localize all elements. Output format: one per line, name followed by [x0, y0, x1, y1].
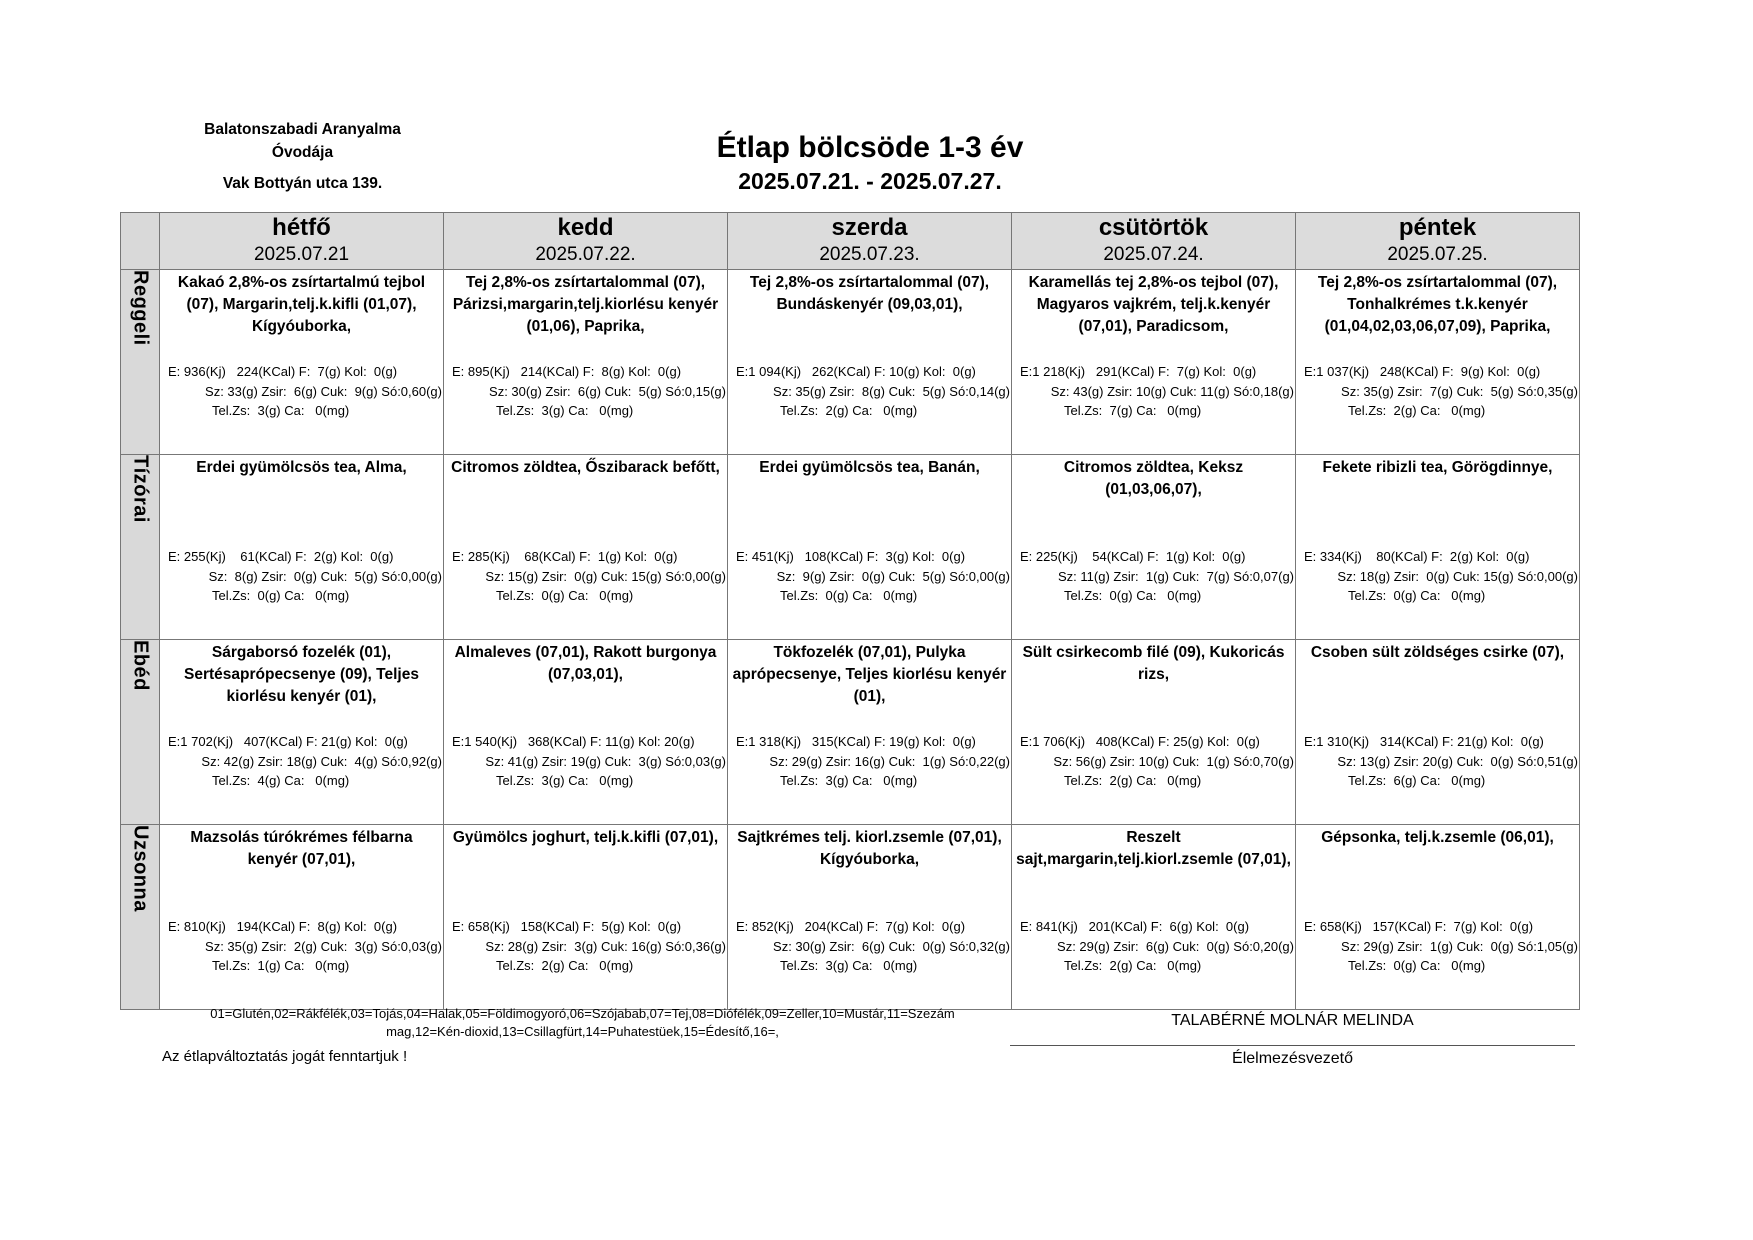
nutrition-info: [1012, 547, 1295, 606]
nutrition-info: [160, 362, 443, 421]
menu-cell: [444, 825, 728, 1010]
dish-text: Csoben sült zöldséges csirke (07),: [1310, 644, 1565, 661]
nutrition-line-fat-calcium: Tel.Zs: 6(g) Ca: 0(mg): [1348, 773, 1486, 788]
corner-cell: [121, 213, 160, 270]
menu-cell-inner: [1012, 640, 1295, 824]
nutrition-info: [728, 362, 1011, 421]
nutrition-line-fat-calcium: Tel.Zs: 0(g) Ca: 0(mg): [212, 588, 350, 603]
dish-text: Tej 2,8%-os zsírtartalommal (07), Párizsi,margarin,telj.kiorlésu kenyér (01,06), Paprika,: [452, 274, 719, 335]
day-date: 2025.07.25.: [1387, 244, 1488, 265]
dish-text: Mazsolás túrókrémes félbarna kenyér (07,01),: [190, 829, 413, 868]
signer-name: TALABÉRNÉ MOLNÁR MELINDA: [1171, 1012, 1414, 1029]
nutrition-line-fat-calcium: Tel.Zs: 3(g) Ca: 0(mg): [496, 403, 634, 418]
day-header-4: [1296, 213, 1580, 270]
menu-cell: [160, 270, 444, 455]
menu-cell-inner: [1012, 455, 1295, 639]
nutrition-line-macros: Sz: 8(g) Zsir: 0(g) Cuk: 5(g) Só:0,00(g): [208, 568, 442, 584]
meal-label: Tízórai: [129, 455, 152, 523]
meal-label: Reggeli: [129, 270, 152, 346]
day-name: kedd: [557, 214, 614, 241]
nutrition-info: [444, 547, 727, 606]
day-name: csütörtök: [1098, 214, 1209, 241]
nutrition-line-fat-calcium: Tel.Zs: 0(g) Ca: 0(mg): [1064, 588, 1202, 603]
meal-label-cell: [121, 455, 160, 640]
nutrition-line-macros: Sz: 9(g) Zsir: 0(g) Cuk: 5(g) Só:0,00(g): [776, 568, 1010, 584]
meal-label: Uzsonna: [129, 825, 152, 912]
menu-cell: [444, 455, 728, 640]
nutrition-line-macros: Sz: 30(g) Zsir: 6(g) Cuk: 5(g) Só:0,15(g): [489, 383, 726, 399]
menu-cell-inner: [1296, 640, 1579, 824]
nutrition-info: [160, 547, 443, 606]
day-date: 2025.07.21: [253, 244, 350, 265]
allergen-legend-line2: mag,12=Kén-dioxid,13=Csillagfürt,14=Puhatestüek,15=Édesítő,16=,: [386, 1024, 779, 1039]
nutrition-line-fat-calcium: Tel.Zs: 3(g) Ca: 0(mg): [212, 403, 350, 418]
dish-text: Erdei gyümölcsös tea, Banán,: [759, 459, 980, 476]
menu-cell: [1012, 270, 1296, 455]
menu-cell-inner: [444, 640, 727, 824]
menu-cell-inner: [160, 455, 443, 639]
menu-cell-inner: [160, 270, 443, 454]
meal-row: [121, 640, 1580, 825]
day-header-0: [160, 213, 444, 270]
dish-text: Citromos zöldtea, Őszibarack befőtt,: [451, 459, 720, 476]
dish-text: Karamellás tej 2,8%-os tejbol (07), Magyaros vajkrém, telj.k.kenyér (07,01), Paradicsom,: [1028, 274, 1279, 335]
menu-cell-inner: [1296, 825, 1579, 1009]
menu-cell-inner: [728, 455, 1011, 639]
nutrition-line-energy: E: 810(Kj) 194(KCal) F: 8(g) Kol: 0(g): [168, 919, 398, 934]
meal-label-cell: [121, 270, 160, 455]
menu-cell: [1012, 640, 1296, 825]
dish-text: Fekete ribizli tea, Görögdinnye,: [1322, 459, 1553, 476]
nutrition-line-fat-calcium: Tel.Zs: 4(g) Ca: 0(mg): [212, 773, 350, 788]
org-name-line1: Balatonszabadi Aranyalma: [204, 121, 401, 138]
nutrition-line-macros: Sz: 29(g) Zsir: 16(g) Cuk: 1(g) Só:0,22(g): [769, 753, 1010, 769]
nutrition-line-macros: Sz: 33(g) Zsir: 6(g) Cuk: 9(g) Só:0,60(g): [205, 383, 442, 399]
menu-cell-inner: [728, 270, 1011, 454]
menu-cell-inner: [444, 455, 727, 639]
day-date: 2025.07.22.: [535, 244, 636, 265]
nutrition-line-energy: E: 852(Kj) 204(KCal) F: 7(g) Kol: 0(g): [736, 919, 966, 934]
day-name: péntek: [1398, 214, 1477, 241]
nutrition-line-energy: E: 285(Kj) 68(KCal) F: 1(g) Kol: 0(g): [452, 549, 678, 564]
nutrition-line-energy: E:1 540(Kj) 368(KCal) F: 11(g) Kol: 20(g): [452, 734, 695, 749]
nutrition-line-fat-calcium: Tel.Zs: 3(g) Ca: 0(mg): [496, 773, 634, 788]
dish-text: Tökfozelék (07,01), Pulyka aprópecsenye, Teljes kiorlésu kenyér (01),: [732, 644, 1007, 705]
nutrition-line-energy: E: 658(Kj) 158(KCal) F: 5(g) Kol: 0(g): [452, 919, 682, 934]
menu-cell: [728, 825, 1012, 1010]
nutrition-line-fat-calcium: Tel.Zs: 0(g) Ca: 0(mg): [1348, 588, 1486, 603]
nutrition-info: [1296, 547, 1579, 606]
date-range: 2025.07.21. - 2025.07.27.: [738, 168, 1002, 194]
menu-cell-inner: [728, 825, 1011, 1009]
menu-cell: [444, 270, 728, 455]
nutrition-line-fat-calcium: Tel.Zs: 3(g) Ca: 0(mg): [780, 958, 918, 973]
menu-cell: [1296, 270, 1580, 455]
nutrition-info: [1296, 917, 1579, 976]
menu-table-body: [121, 213, 1580, 1010]
meal-row: [121, 455, 1580, 640]
nutrition-info: [444, 917, 727, 976]
nutrition-line-fat-calcium: Tel.Zs: 0(g) Ca: 0(mg): [1348, 958, 1486, 973]
nutrition-line-macros: Sz: 56(g) Zsir: 10(g) Cuk: 1(g) Só:0,70(g): [1053, 753, 1294, 769]
meal-label-cell: [121, 640, 160, 825]
nutrition-line-energy: E: 895(Kj) 214(KCal) F: 8(g) Kol: 0(g): [452, 364, 682, 379]
nutrition-line-macros: Sz: 41(g) Zsir: 19(g) Cuk: 3(g) Só:0,03(g): [485, 753, 726, 769]
dish-text: Erdei gyümölcsös tea, Alma,: [196, 459, 407, 476]
nutrition-line-macros: Sz: 11(g) Zsir: 1(g) Cuk: 7(g) Só:0,07(g): [1058, 568, 1294, 584]
dish-text: Tej 2,8%-os zsírtartalommal (07), Bundáskenyér (09,03,01),: [749, 274, 990, 313]
nutrition-line-energy: E:1 310(Kj) 314(KCal) F: 21(g) Kol: 0(g): [1304, 734, 1544, 749]
allergen-legend: [160, 1005, 1005, 1041]
change-notice: Az étlapváltoztatás jogát fenntartjuk !: [162, 1048, 408, 1065]
signer-role: Élelmezésvezető: [1232, 1050, 1353, 1067]
dish-text: Reszelt sajt,margarin,telj.kiorl.zsemle (07,01),: [1016, 829, 1291, 868]
nutrition-line-macros: Sz: 35(g) Zsir: 7(g) Cuk: 5(g) Só:0,35(g): [1341, 383, 1578, 399]
menu-cell: [160, 825, 444, 1010]
menu-cell: [1012, 455, 1296, 640]
menu-cell-inner: [444, 270, 727, 454]
nutrition-line-macros: Sz: 35(g) Zsir: 2(g) Cuk: 3(g) Só:0,03(g): [205, 938, 442, 954]
allergen-legend-line1: 01=Glutén,02=Rákfélék,03=Tojás,04=Halak,05=Földimogyoró,06=Szójabab,07=Tej,08=Diófélék,09=Zeller,10=Mustár,11=Szezám: [210, 1006, 955, 1021]
nutrition-line-fat-calcium: Tel.Zs: 2(g) Ca: 0(mg): [1064, 958, 1202, 973]
page-title: Étlap bölcsöde 1-3 év: [716, 131, 1024, 164]
nutrition-line-energy: E: 841(Kj) 201(KCal) F: 6(g) Kol: 0(g): [1020, 919, 1250, 934]
nutrition-line-energy: E: 255(Kj) 61(KCal) F: 2(g) Kol: 0(g): [168, 549, 394, 564]
nutrition-line-energy: E: 225(Kj) 54(KCal) F: 1(g) Kol: 0(g): [1020, 549, 1246, 564]
nutrition-info: [160, 917, 443, 976]
nutrition-line-energy: E:1 037(Kj) 248(KCal) F: 9(g) Kol: 0(g): [1304, 364, 1541, 379]
nutrition-line-energy: E: 451(Kj) 108(KCal) F: 3(g) Kol: 0(g): [736, 549, 966, 564]
nutrition-info: [1296, 732, 1579, 791]
menu-cell-inner: [160, 640, 443, 824]
org-name-line2: Óvodája: [271, 144, 334, 161]
day-header-1: [444, 213, 728, 270]
nutrition-line-energy: E: 936(Kj) 224(KCal) F: 7(g) Kol: 0(g): [168, 364, 398, 379]
menu-cell-inner: [1012, 270, 1295, 454]
nutrition-line-macros: Sz: 18(g) Zsir: 0(g) Cuk: 15(g) Só:0,00(g): [1337, 568, 1578, 584]
meal-label: Ebéd: [129, 640, 152, 691]
menu-cell: [1296, 825, 1580, 1010]
nutrition-info: [1012, 732, 1295, 791]
nutrition-info: [160, 732, 443, 791]
meal-row: [121, 270, 1580, 455]
nutrition-line-energy: E: 658(Kj) 157(KCal) F: 7(g) Kol: 0(g): [1304, 919, 1534, 934]
signature-line: [1010, 1045, 1575, 1046]
nutrition-line-macros: Sz: 29(g) Zsir: 6(g) Cuk: 0(g) Só:0,20(g): [1057, 938, 1294, 954]
menu-cell: [1296, 640, 1580, 825]
meal-label-cell: [121, 825, 160, 1010]
nutrition-line-macros: Sz: 42(g) Zsir: 18(g) Cuk: 4(g) Só:0,92(g): [201, 753, 442, 769]
meal-row: [121, 825, 1580, 1010]
nutrition-line-energy: E:1 218(Kj) 291(KCal) F: 7(g) Kol: 0(g): [1020, 364, 1257, 379]
nutrition-line-energy: E: 334(Kj) 80(KCal) F: 2(g) Kol: 0(g): [1304, 549, 1530, 564]
dish-text: Tej 2,8%-os zsírtartalommal (07), Tonhalkrémes t.k.kenyér (01,04,02,03,06,07,09), Paprika,: [1317, 274, 1558, 335]
day-date: 2025.07.24.: [1103, 244, 1204, 265]
nutrition-line-fat-calcium: Tel.Zs: 7(g) Ca: 0(mg): [1064, 403, 1202, 418]
nutrition-info: [728, 732, 1011, 791]
nutrition-info: [728, 917, 1011, 976]
dish-text: Kakaó 2,8%-os zsírtartalmú tejbol (07), Margarin,telj.k.kifli (01,07), Kígyóuborka,: [177, 274, 426, 335]
nutrition-info: [1012, 362, 1295, 421]
nutrition-line-macros: Sz: 43(g) Zsir: 10(g) Cuk: 11(g) Só:0,18(g): [1050, 383, 1294, 399]
nutrition-line-macros: Sz: 29(g) Zsir: 1(g) Cuk: 0(g) Só:1,05(g): [1341, 938, 1578, 954]
day-name: hétfő: [272, 214, 331, 241]
nutrition-line-macros: Sz: 28(g) Zsir: 3(g) Cuk: 16(g) Só:0,36(g): [485, 938, 726, 954]
nutrition-line-fat-calcium: Tel.Zs: 1(g) Ca: 0(mg): [212, 958, 350, 973]
dish-text: Citromos zöldtea, Keksz (01,03,06,07),: [1063, 459, 1244, 498]
menu-cell-inner: [1296, 455, 1579, 639]
nutrition-info: [444, 732, 727, 791]
menu-cell: [444, 640, 728, 825]
menu-cell: [728, 455, 1012, 640]
day-header-2: [728, 213, 1012, 270]
dish-text: Gyümölcs joghurt, telj.k.kifli (07,01),: [452, 829, 719, 846]
nutrition-line-fat-calcium: Tel.Zs: 2(g) Ca: 0(mg): [1348, 403, 1486, 418]
nutrition-line-fat-calcium: Tel.Zs: 0(g) Ca: 0(mg): [496, 588, 634, 603]
nutrition-line-fat-calcium: Tel.Zs: 2(g) Ca: 0(mg): [780, 403, 918, 418]
menu-cell: [1296, 455, 1580, 640]
nutrition-line-macros: Sz: 30(g) Zsir: 6(g) Cuk: 0(g) Só:0,32(g): [773, 938, 1010, 954]
menu-cell: [160, 455, 444, 640]
day-header-row: [121, 213, 1580, 270]
menu-cell-inner: [1012, 825, 1295, 1009]
nutrition-line-energy: E:1 706(Kj) 408(KCal) F: 25(g) Kol: 0(g): [1020, 734, 1260, 749]
dish-text: Almaleves (07,01), Rakott burgonya (07,03,01),: [454, 644, 717, 683]
menu-cell-inner: [160, 825, 443, 1009]
nutrition-line-fat-calcium: Tel.Zs: 0(g) Ca: 0(mg): [780, 588, 918, 603]
menu-cell-inner: [728, 640, 1011, 824]
nutrition-info: [1012, 917, 1295, 976]
day-name: szerda: [831, 214, 908, 241]
menu-cell-inner: [1296, 270, 1579, 454]
nutrition-info: [728, 547, 1011, 606]
menu-cell-inner: [444, 825, 727, 1009]
nutrition-line-macros: Sz: 15(g) Zsir: 0(g) Cuk: 15(g) Só:0,00(g): [485, 568, 726, 584]
dish-text: Sajtkrémes telj. kiorl.zsemle (07,01), Kígyóuborka,: [737, 829, 1002, 868]
dish-text: Sült csirkecomb filé (09), Kukoricás rizs,: [1022, 644, 1285, 683]
nutrition-line-fat-calcium: Tel.Zs: 3(g) Ca: 0(mg): [780, 773, 918, 788]
nutrition-info: [1296, 362, 1579, 421]
org-address: Vak Bottyán utca 139.: [222, 175, 383, 192]
dish-text: Gépsonka, telj.k.zsemle (06,01),: [1321, 829, 1554, 846]
nutrition-line-fat-calcium: Tel.Zs: 2(g) Ca: 0(mg): [496, 958, 634, 973]
menu-cell: [728, 270, 1012, 455]
nutrition-line-fat-calcium: Tel.Zs: 2(g) Ca: 0(mg): [1064, 773, 1202, 788]
menu-cell: [160, 640, 444, 825]
nutrition-line-macros: Sz: 13(g) Zsir: 20(g) Cuk: 0(g) Só:0,51(g): [1337, 753, 1578, 769]
day-header-3: [1012, 213, 1296, 270]
nutrition-line-energy: E:1 094(Kj) 262(KCal) F: 10(g) Kol: 0(g): [736, 364, 976, 379]
nutrition-line-energy: E:1 318(Kj) 315(KCal) F: 19(g) Kol: 0(g): [736, 734, 976, 749]
nutrition-line-energy: E:1 702(Kj) 407(KCal) F: 21(g) Kol: 0(g): [168, 734, 408, 749]
menu-cell: [728, 640, 1012, 825]
menu-cell: [1012, 825, 1296, 1010]
dish-text: Sárgaborsó fozelék (01), Sertésaprópecsenye (09), Teljes kiorlésu kenyér (01),: [184, 644, 419, 705]
nutrition-line-macros: Sz: 35(g) Zsir: 8(g) Cuk: 5(g) Só:0,14(g): [773, 383, 1010, 399]
day-date: 2025.07.23.: [819, 244, 920, 265]
menu-table: [120, 212, 1580, 1010]
nutrition-info: [444, 362, 727, 421]
